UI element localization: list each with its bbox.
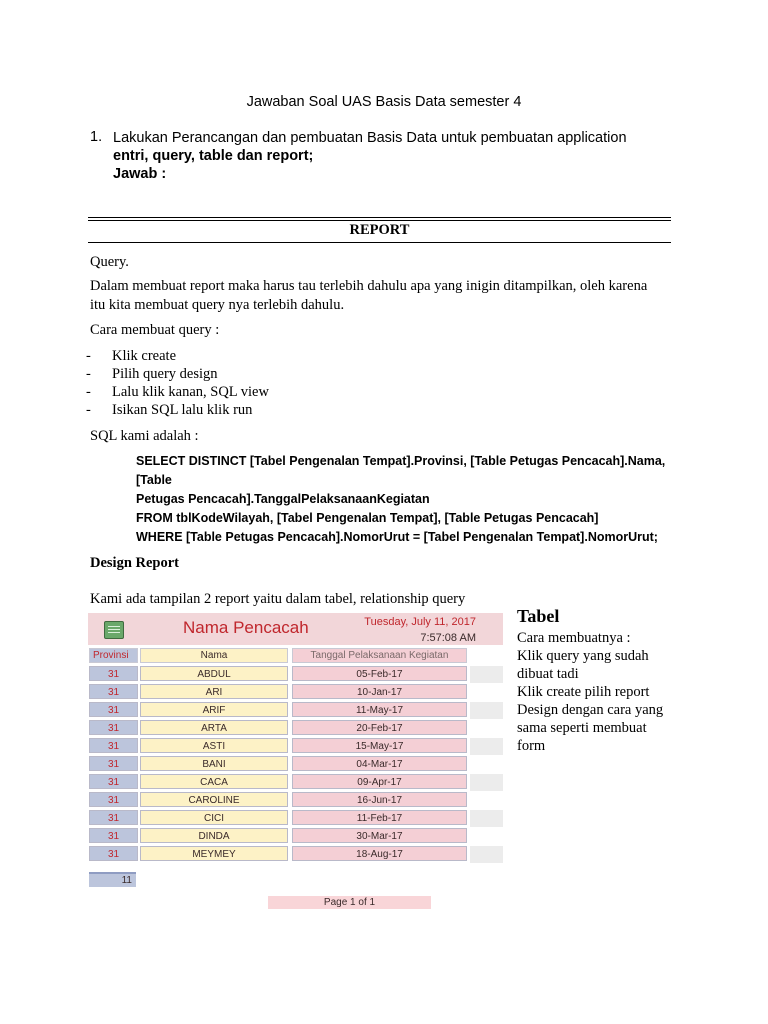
column-header-nama: Nama: [140, 648, 288, 663]
report-date: Tuesday, July 11, 2017: [364, 616, 476, 628]
side-note-title: Tabel: [517, 606, 560, 626]
report-time: 7:57:08 AM: [420, 632, 476, 644]
sql-line: FROM tblKodeWilayah, [Tabel Pengenalan Tempat], [Table Petugas Pencacah]: [136, 511, 599, 525]
design-report-heading: Design Report: [90, 555, 180, 571]
side-note-line: Klik create pilih report: [517, 684, 650, 700]
steps-list: [86, 347, 269, 419]
cell-provinsi: 31: [89, 684, 138, 699]
row-stripe: [470, 774, 503, 791]
cell-nama: ASTI: [140, 738, 288, 753]
cell-tanggal: 18-Aug-17: [292, 846, 467, 861]
design-intro: Kami ada tampilan 2 report yaitu dalam tabel, relationship query: [90, 591, 466, 607]
cell-tanggal: 11-May-17: [292, 702, 467, 717]
column-header-tanggal: Tanggal Pelaksanaan Kegiatan: [292, 648, 467, 663]
question-line-bold: entri, query, table dan report;: [113, 148, 314, 164]
row-stripe: [470, 666, 503, 683]
document-title: Jawaban Soal UAS Basis Data semester 4: [246, 94, 522, 110]
cell-tanggal: 30-Mar-17: [292, 828, 467, 843]
page-indicator: Page 1 of 1: [268, 896, 431, 909]
list-item: - Klik create: [86, 348, 177, 364]
cell-tanggal: 16-Jun-17: [292, 792, 467, 807]
report-preview: [88, 613, 503, 913]
list-item: - Isikan SQL lalu klik run: [86, 402, 253, 418]
question-line: Lakukan Perancangan dan pembuatan Basis Data untuk pembuatan application: [113, 130, 627, 146]
sql-line: Petugas Pencacah].TanggalPelaksanaanKegiatan: [136, 492, 430, 506]
cell-provinsi: 31: [89, 828, 138, 843]
cell-nama: ARI: [140, 684, 288, 699]
report-heading: REPORT: [349, 222, 410, 238]
cell-provinsi: 31: [89, 846, 138, 861]
row-stripe: [470, 738, 503, 755]
report-title: Nama Pencacah: [183, 618, 309, 637]
cell-tanggal: 05-Feb-17: [292, 666, 467, 681]
cell-nama: ABDUL: [140, 666, 288, 681]
sql-line: SELECT DISTINCT [Tabel Pengenalan Tempat].Provinsi, [Table Petugas Pencacah].Nama, [Table: [136, 454, 666, 487]
cell-provinsi: 31: [89, 792, 138, 807]
sql-code-block: [136, 452, 696, 547]
how-to-label: Cara membuat query :: [90, 322, 220, 338]
sql-line: WHERE [Table Petugas Pencacah].NomorUrut = [Tabel Pengenalan Tempat].NomorUrut;: [136, 530, 658, 544]
cell-provinsi: 31: [89, 738, 138, 753]
row-stripe: [470, 810, 503, 827]
cell-tanggal: 11-Feb-17: [292, 810, 467, 825]
cell-nama: DINDA: [140, 828, 288, 843]
cell-tanggal: 15-May-17: [292, 738, 467, 753]
cell-provinsi: 31: [89, 702, 138, 717]
divider: [88, 242, 671, 243]
sql-label: SQL kami adalah :: [90, 428, 199, 444]
cell-nama: CICI: [140, 810, 288, 825]
database-icon: [104, 621, 124, 639]
divider: [88, 217, 671, 218]
cell-nama: ARIF: [140, 702, 288, 717]
report-header-band: [88, 613, 503, 645]
row-stripe: [470, 846, 503, 863]
divider: [88, 220, 671, 221]
cell-tanggal: 20-Feb-17: [292, 720, 467, 735]
side-note-line: Klik query yang sudah dibuat tadi: [517, 648, 649, 682]
cell-provinsi: 31: [89, 774, 138, 789]
answer-label: Jawab :: [113, 166, 167, 182]
cell-nama: ARTA: [140, 720, 288, 735]
cell-tanggal: 09-Apr-17: [292, 774, 467, 789]
cell-nama: CACA: [140, 774, 288, 789]
query-label: Query.: [90, 254, 129, 270]
cell-provinsi: 31: [89, 720, 138, 735]
intro-line: Dalam membuat report maka harus tau terlebih dahulu apa yang inigin ditampilkan, oleh karena: [90, 278, 648, 294]
list-item: - Pilih query design: [86, 366, 218, 382]
cell-provinsi: 31: [89, 756, 138, 771]
row-stripe: [470, 702, 503, 719]
record-count: 11: [89, 872, 136, 887]
column-header-provinsi: Provinsi: [89, 648, 138, 663]
cell-tanggal: 04-Mar-17: [292, 756, 467, 771]
cell-nama: CAROLINE: [140, 792, 288, 807]
side-note-text: [517, 629, 677, 755]
side-note-line: Cara membuatnya :: [517, 630, 631, 646]
intro-paragraph: [90, 277, 680, 315]
list-item: - Lalu klik kanan, SQL view: [86, 384, 269, 400]
cell-provinsi: 31: [89, 666, 138, 681]
cell-nama: MEYMEY: [140, 846, 288, 861]
cell-tanggal: 10-Jan-17: [292, 684, 467, 699]
cell-provinsi: 31: [89, 810, 138, 825]
cell-nama: BANI: [140, 756, 288, 771]
question-block: [113, 129, 627, 183]
intro-line: itu kita membuat query nya terlebih dahulu.: [90, 297, 345, 313]
question-number: 1.: [90, 129, 103, 145]
side-note-line: Design dengan cara yang sama seperti membuat form: [517, 702, 664, 754]
